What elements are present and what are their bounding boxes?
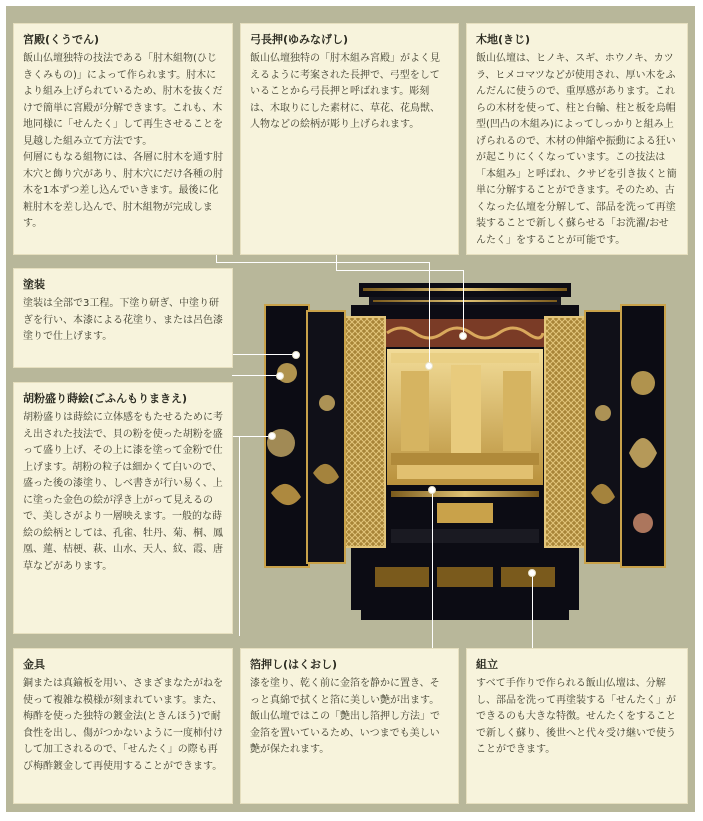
leader-line — [216, 262, 430, 263]
section-body: 飯山仏壇独特の技法である「肘木組物(ひじきくみもの)」によって作られます。肘木により組み上げられているため、肘木を抜くだけで簡単に宮殿が分解できます。これも、木地同様に「せんたく」して再生させることを見越した組み立て方法です。 何層にもなる組物には、各層に肘木を通す肘木穴と飾り穴があり、肘木穴にだけ各種の肘木を1本ずつ差し込んでいきます。最後に化粧肘木を差し込んで、肘木組物が完成します。 — [23, 53, 223, 229]
leader-line — [232, 436, 272, 437]
section-title: 金具 — [23, 658, 45, 671]
section-nuri — [13, 268, 233, 368]
leader-line — [336, 253, 337, 271]
callout-dot — [428, 486, 436, 494]
callout-dot — [528, 569, 536, 577]
section-kuden — [13, 23, 233, 255]
section-body: 漆を塗り、乾く前に金箔を静かに置き、そっと真綿で拭くと箔に美しい艶が出ます。飯山仏壇ではこの「艶出し箔押し方法」で金箔を置いているため、いつまでも美しい艶が保たれます。 — [250, 678, 440, 755]
section-title: 塗装 — [23, 278, 45, 291]
inner-door-left — [345, 317, 385, 547]
leader-line — [239, 436, 240, 636]
leader-line — [463, 270, 464, 336]
callout-dot — [425, 362, 433, 370]
section-title: 箔押し(はくおし) — [250, 658, 338, 671]
section-hakuoshi — [240, 648, 459, 804]
section-body: 飯山仏壇は、ヒノキ、スギ、ホウノキ、カツラ、ヒメコマツなどが使用され、厚い木をふんだんに使うので、重厚感があります。これらの木材を使って、柱と台輪、柱と板を烏帽型(凹凸の木組み)によってしっかりと組み上げられるので、木材の伸縮や振動による狂いが起こりにくくなっています。この技法は「本組み」と呼ばれ、クサビを引き抜くと簡単に分解することができます。そのため、古くなった仏壇を分解して、部品を洗って再塗装することで新しく蘇らせる「お洗濯/おせんたく」をすることが可能です。 — [476, 53, 677, 246]
inner-door-right — [545, 317, 585, 547]
section-body: 胡粉盛りは蒔絵に立体感をもたせるために考え出された技法で、貝の粉を使った胡粉を盛って盛り上げ、その上に漆を塗って金粉で仕上げます。胡粉の粒子は細かくて白いので、盛った後の漆塗り、しべ書きが行い易く、上に塗った金色の絵が浮き上がって見えるので、美しさがより一層映えます。一般的な蒔絵の絵柄としては、孔雀、牡丹、菊、桐、鳳凰、蓮、桔梗、萩、山水、天人、紋、霞、唐草などがあります。 — [23, 412, 223, 572]
outer-door-left-2 — [307, 311, 345, 563]
section-gofun — [13, 382, 233, 634]
callout-dot — [292, 351, 300, 359]
butsudan-illustration — [241, 253, 691, 640]
leader-line — [429, 262, 430, 366]
callout-dot — [276, 372, 284, 380]
section-body: 銅または真鍮板を用い、さまざまなたがねを使って複雑な模様が刻まれています。また、梅酢を使った独特の鍍金法(ときんほう)で耐食性を出し、傷がつかないように一度柿付けして加工されるので、「せんたく」の際も再び梅酢鍍金して再使用することができます。 — [23, 678, 223, 772]
butsudan-photo — [241, 253, 691, 640]
section-kiji — [466, 23, 688, 255]
section-title: 宮殿(くうでん) — [23, 33, 100, 46]
leader-line — [232, 354, 296, 355]
section-title: 弓長押(ゆみなげし) — [250, 33, 349, 46]
leader-line — [232, 375, 280, 376]
section-body: すべて手作りで作られる飯山仏壇は、分解し、部品を洗って再塗装する「せんたく」ができるのも大きな特徴。せんたくをすることで新しく蘇り、後世へと代々受け継いで使うことができます。 — [476, 678, 676, 755]
section-title: 胡粉盛り蒔絵(ごふんもりまきえ) — [23, 392, 188, 405]
callout-dot — [459, 332, 467, 340]
section-body: 塗装は全部で3工程。下塗り研ぎ、中塗り研ぎを行い、本漆による花塗り、または呂色漆塗りで仕上げます。 — [23, 298, 223, 342]
outer-door-right-1 — [585, 311, 623, 563]
section-body: 飯山仏壇独特の「肘木組み宮殿」がよく見えるように考案された長押で、弓型をしていることから弓長押と呼ばれます。彫刻は、木取りにした素材に、草花、花鳥獣、人物などの絵柄が彫り上げられます。 — [250, 53, 440, 130]
section-title: 組立 — [476, 658, 498, 671]
leader-line — [336, 270, 464, 271]
leader-line — [432, 490, 433, 648]
section-kumitate — [466, 648, 688, 804]
callout-dot — [268, 432, 276, 440]
section-kanagu — [13, 648, 233, 804]
section-yuminageshi — [240, 23, 459, 255]
leader-line — [532, 573, 533, 648]
section-title: 木地(きじ) — [476, 33, 531, 46]
